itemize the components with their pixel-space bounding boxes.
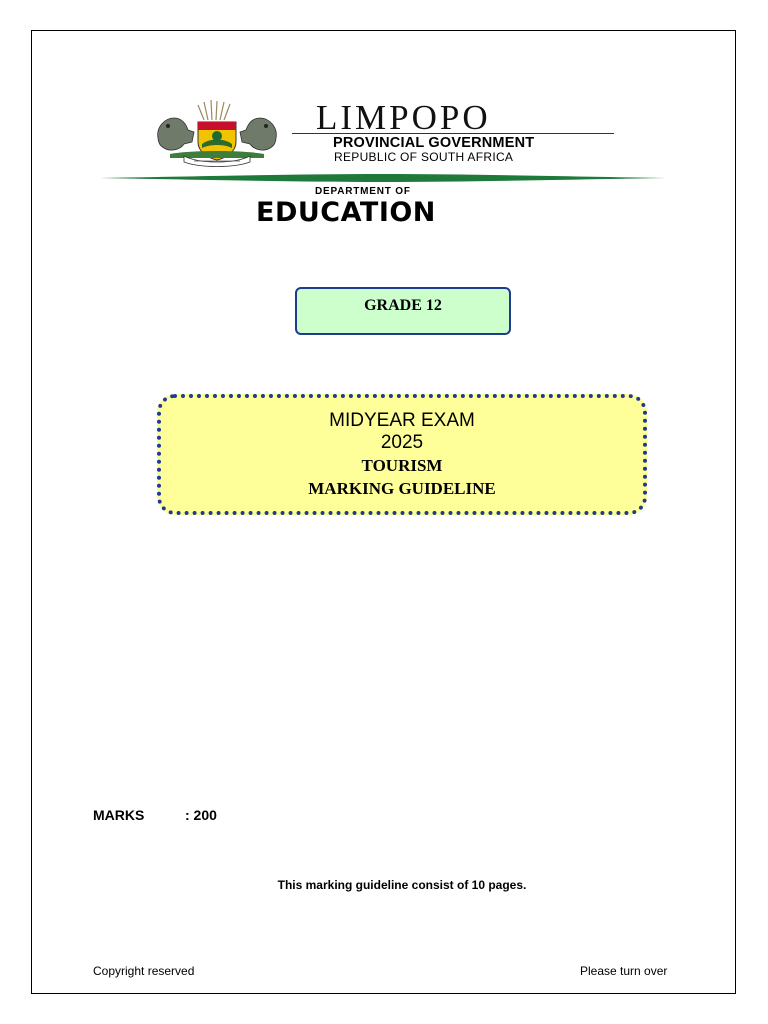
grade-box (295, 287, 511, 335)
province-name: LIMPOPO (316, 98, 491, 137)
footer-turn-over: Please turn over (580, 964, 668, 978)
exam-subject: TOURISM (361, 456, 443, 475)
department-name: EDUCATION (256, 197, 436, 228)
marks-label: MARKS (93, 807, 145, 823)
exam-title: MIDYEAR EXAM (329, 410, 475, 431)
footer-copyright: Copyright reserved (93, 964, 195, 978)
green-divider (100, 173, 666, 183)
grade-text: GRADE 12 (364, 297, 442, 314)
department-label: DEPARTMENT OF (315, 186, 411, 197)
exam-document-type: MARKING GUIDELINE (308, 479, 496, 498)
header-rule (292, 133, 614, 134)
pages-note: This marking guideline consist of 10 pages. (277, 878, 527, 892)
exam-year: 2025 (380, 432, 424, 453)
coat-of-arms-icon (150, 98, 284, 168)
government-name: PROVINCIAL GOVERNMENT (333, 135, 535, 151)
marks-value: : 200 (185, 807, 217, 823)
country-name: REPUBLIC OF SOUTH AFRICA (334, 150, 514, 164)
exam-box (157, 394, 647, 515)
